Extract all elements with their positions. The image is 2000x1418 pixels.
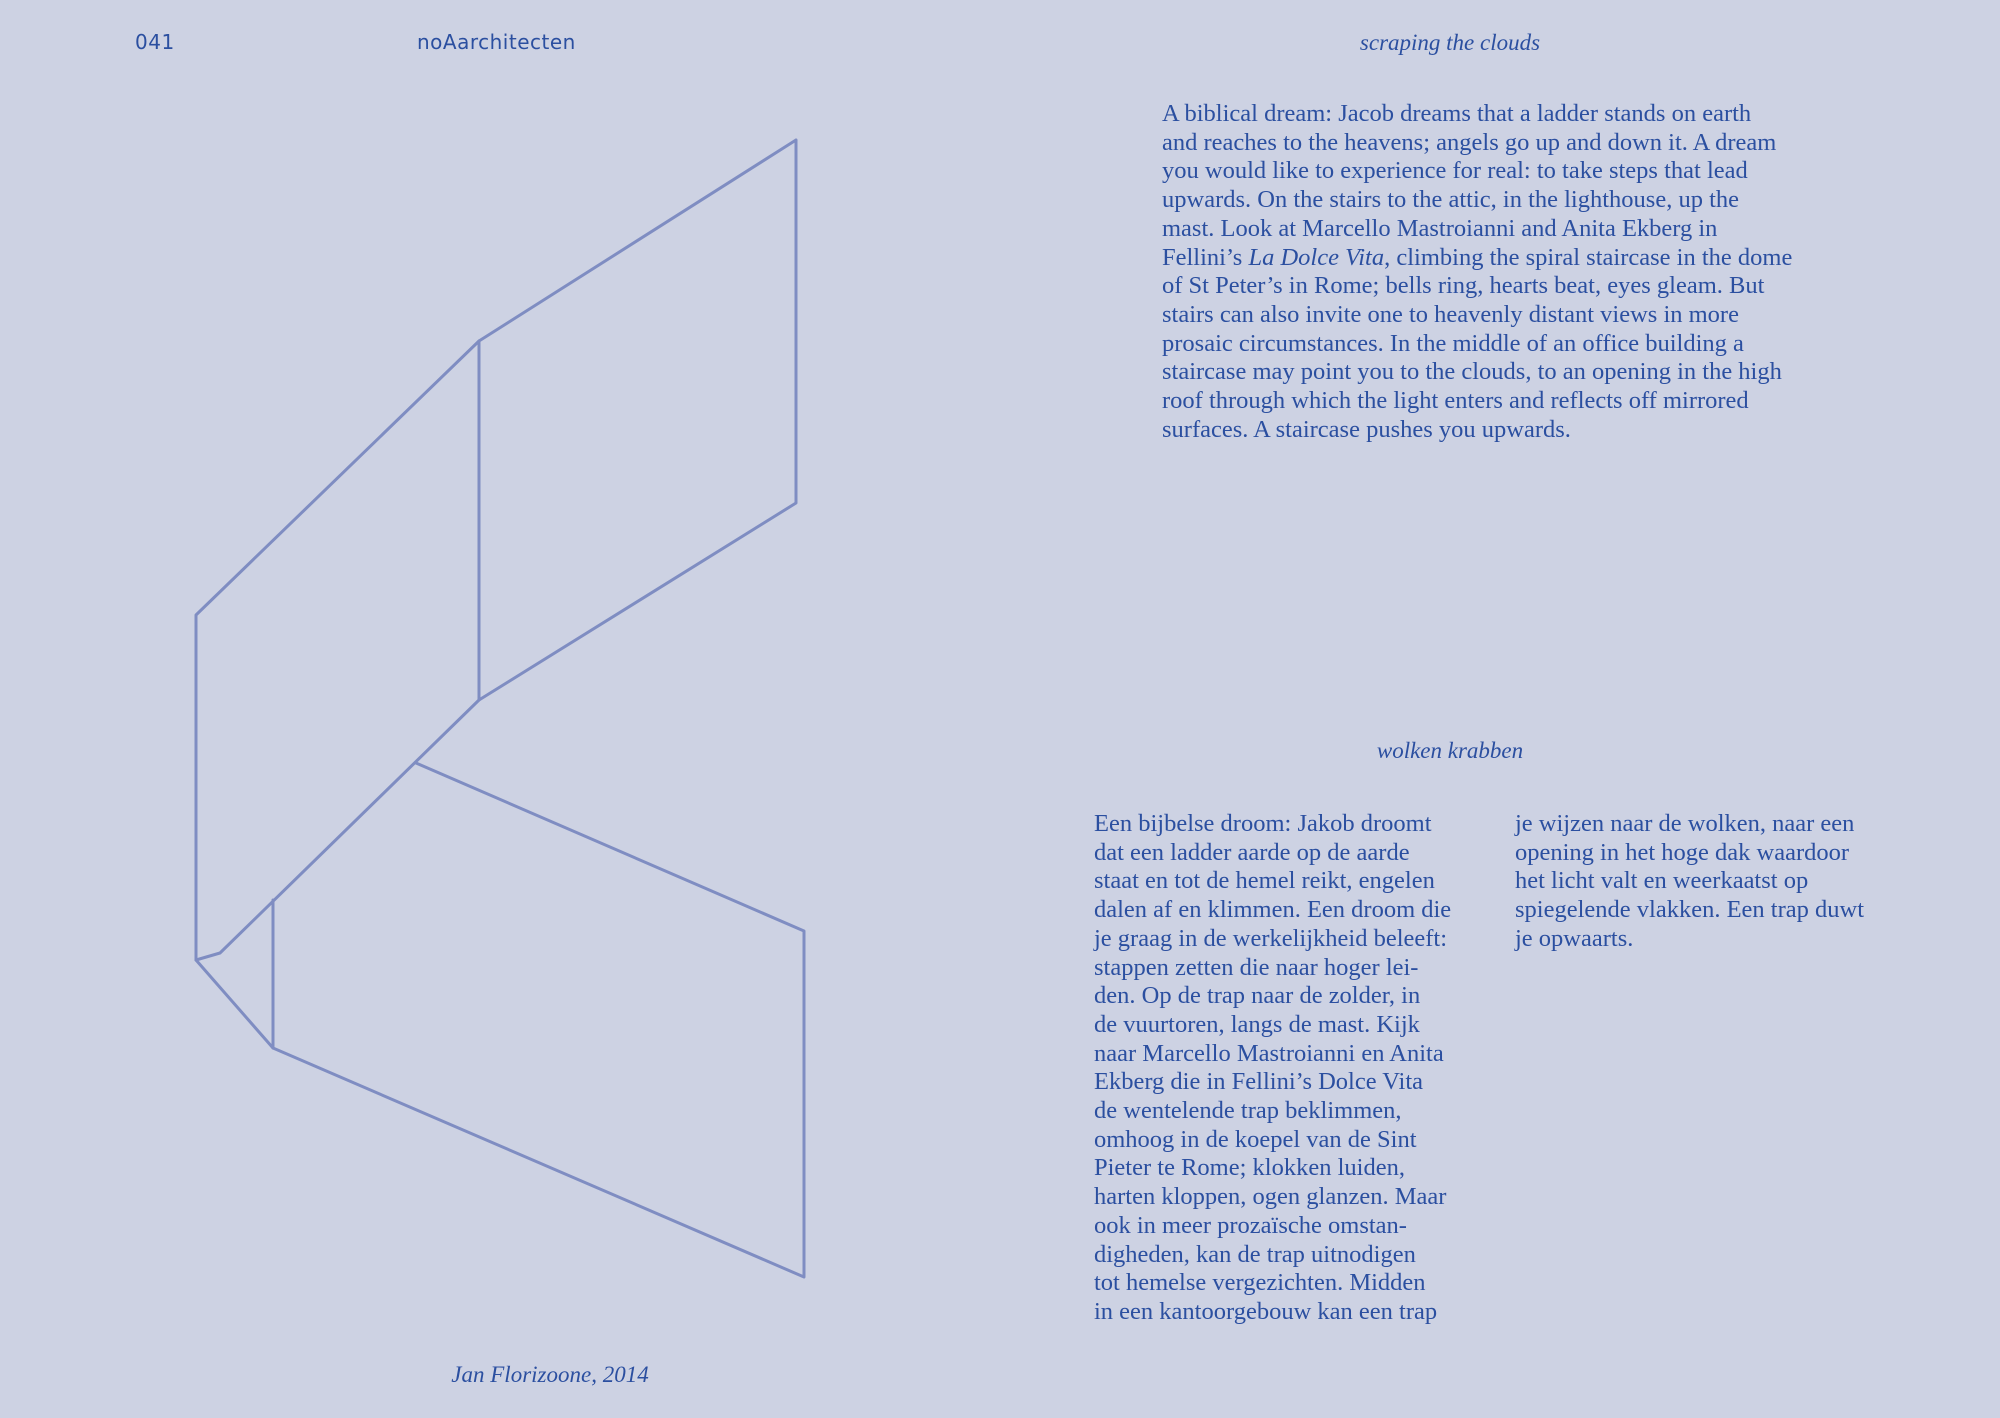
english-title: scraping the clouds [1359, 30, 1541, 55]
drawing-caption: Jan Florizoone, 2014 [451, 1362, 649, 1387]
dutch-body-line: harten kloppen, ogen glanzen. Maar [1094, 1183, 1447, 1211]
dutch-body-line: in een kantoorgebouw kan een trap [1094, 1297, 1438, 1325]
dutch-column-1 [1094, 810, 1451, 1327]
dutch-body-line: het licht valt en weerkaatst op [1515, 867, 1809, 895]
dutch-body-line: tot hemelse vergezichten. Midden [1094, 1269, 1426, 1297]
english-body-line: Fellini’s La Dolce Vita, climbing the spiral staircase in the dome [1162, 243, 1793, 271]
drawing-upper-ramp [196, 341, 479, 960]
english-body-line: mast. Look at Marcello Mastroianni and Anita Ekberg in [1162, 214, 1718, 242]
dutch-body-line: dalen af en klimmen. Een droom die [1094, 896, 1452, 924]
dutch-body-line: Ekberg die in Fellini’s Dolce Vita [1094, 1068, 1424, 1096]
drawing-lower-ramp [196, 763, 804, 1277]
english-body-line: of St Peter’s in Rome; bells ring, hearts beat, eyes gleam. But [1162, 272, 1765, 300]
english-body-line: prosaic circumstances. In the middle of an office building a [1162, 329, 1744, 357]
english-body-line: you would like to experience for real: to take steps that lead [1162, 157, 1748, 185]
dutch-body-line: opening in het hoge dak waardoor [1515, 838, 1850, 866]
dutch-title: wolken krabben [1376, 738, 1524, 763]
dutch-body-line: Pieter te Rome; klokken luiden, [1094, 1154, 1405, 1182]
dutch-column-2 [1515, 810, 1864, 954]
dutch-body-line: je graag in de werkelijkheid beleeft: [1094, 924, 1448, 952]
dutch-body-line: Een bijbelse droom: Jakob droomt [1094, 810, 1432, 837]
dutch-body-line: de vuurtoren, langs de mast. Kijk [1094, 1010, 1420, 1038]
dutch-body-line: den. Op de trap naar de zolder, in [1094, 982, 1421, 1010]
english-body-line: upwards. On the stairs to the attic, in the lighthouse, up the [1162, 186, 1740, 214]
english-body-line: staircase may point you to the clouds, to an opening in the high [1162, 358, 1782, 386]
dutch-body-line: je wijzen naar de wolken, naar een [1515, 810, 1855, 837]
film-title: La Dolce Vita [1248, 243, 1385, 271]
dutch-body-line: omhoog in de koepel van de Sint [1094, 1125, 1417, 1153]
dutch-body-line: ook in meer prozaïsche omstan- [1094, 1211, 1407, 1239]
english-body-line: stairs can also invite one to heavenly distant views in more [1162, 300, 1739, 328]
dutch-body-line: naar Marcello Mastroianni en Anita [1094, 1039, 1444, 1067]
english-body [1162, 100, 1792, 444]
dutch-body-line: spiegelende vlakken. Een trap duwt [1515, 896, 1865, 924]
english-body-line: surfaces. A staircase pushes you upwards. [1162, 415, 1571, 443]
dutch-body-line: dat een ladder aarde op de aarde [1094, 838, 1410, 866]
english-body-line: and reaches to the heavens; angels go up and down it. A dream [1162, 128, 1777, 156]
studio-name: noAarchitecten [417, 30, 576, 54]
dutch-body-line: staat en tot de hemel reikt, engelen [1094, 867, 1435, 895]
dutch-body-line: je opwaarts. [1515, 924, 1634, 952]
dutch-body-line: digheden, kan de trap uitnodigen [1094, 1240, 1416, 1268]
drawing-outline [479, 140, 796, 700]
english-body-line: A biblical dream: Jacob dreams that a ladder stands on earth [1162, 100, 1752, 127]
dutch-body-line: stappen zetten die naar hoger lei- [1094, 953, 1419, 981]
dutch-body-line: de wentelende trap beklimmen, [1094, 1097, 1402, 1125]
english-body-line: roof through which the light enters and reflects off mirrored [1162, 387, 1749, 415]
page-number: 041 [135, 30, 175, 54]
